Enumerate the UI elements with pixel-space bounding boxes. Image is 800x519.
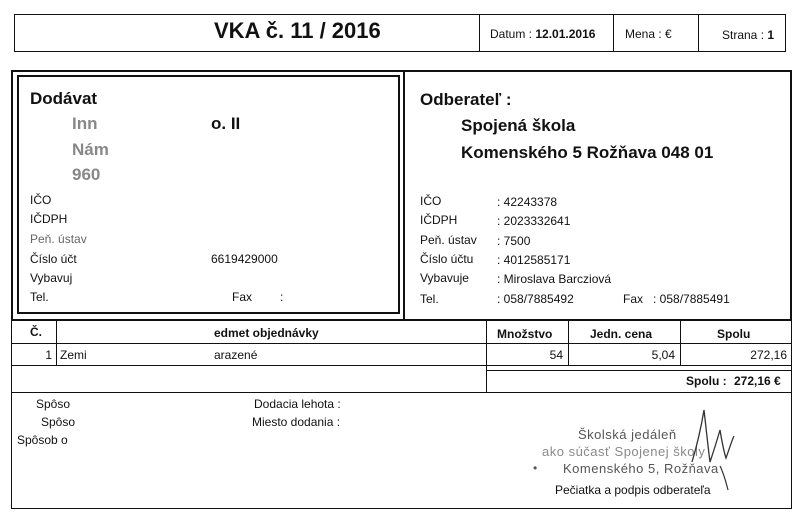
items-sum-rule [486,370,792,371]
date-label-text: Datum : [490,27,533,41]
customer-bank-label: Peň. ústav [420,233,477,247]
col-header-no: Č. [30,325,42,339]
supplier-fax-label: Fax [232,290,253,304]
row1-subject-start: Zemi [60,348,87,362]
footer-label-2: Spôso [41,415,76,429]
supplier-box [17,75,400,314]
supplier-account-label: Číslo účt [30,252,77,266]
row1-subject-end: arazené [214,348,258,362]
customer-name: Spojená škola [461,116,576,135]
delivery-deadline-label: Dodacia lehota : [254,397,341,411]
order-title: VKA č. 11 / 2016 [214,18,381,43]
row1-no: 1 [45,348,52,362]
supplier-handled-label: Vybavuj [30,271,73,285]
items-row-rule [11,365,792,366]
currency-label: Mena : [625,27,662,41]
supplier-bank-label: Peň. ústav [30,232,87,246]
stamp-line-3: Komenského 5, Rožňava [563,461,719,476]
stamp-line-1: Školská jedáleň [578,427,677,442]
col-header-unit-price: Jedn. cena [590,327,653,341]
date-value: 12.01.2016 [535,27,596,41]
customer-fax-label: Fax [623,292,644,306]
supplier-tel-label: Tel. [30,290,49,304]
customer-icdph-label: IČDPH [420,213,458,227]
col-header-qty: Množstvo [497,327,553,341]
customer-heading: Odberateľ : [420,90,512,109]
customer-tel-value: : 058/7885492 [497,292,574,306]
customer-account-label: Číslo účtu [420,252,474,266]
currency-field [625,27,672,41]
row1-total: 272,16 [750,348,787,362]
delivery-place-label: Miesto dodania : [252,415,341,429]
currency-value: € [665,27,672,41]
date-label [490,27,595,41]
customer-account-value: : 4012585171 [497,253,571,267]
supplier-account-value: 6619429000 [211,252,278,266]
page-field [722,28,774,42]
customer-handled-value: : Miroslava Barcziová [497,272,612,286]
customer-ico-value: : 42243378 [497,195,558,209]
sum-value: 272,16 € [734,374,781,388]
col-divider-no [56,320,57,365]
page-value: 1 [767,28,775,42]
col-header-subject: edmet objednávky [214,326,319,340]
page-label: Strana : [722,28,765,42]
customer-fax-value: : 058/7885491 [653,292,730,306]
items-header-rule [11,343,792,344]
supplier-name-tail: o. II [211,114,241,133]
customer-handled-label: Vybavuje [420,271,469,285]
customer-tel-label: Tel. [420,292,439,306]
customer-address: Komenského 5 Rožňava 048 01 [461,143,714,162]
signature-scribble [680,402,750,492]
row1-unit-price: 5,04 [651,348,675,362]
footer-label-3: Spôsob o [17,433,68,447]
supplier-heading: Dodávat [30,89,98,108]
footer-label-1: Spôso [36,397,71,411]
supplier-name-fragment: Inn [72,114,98,133]
supplier-fax-value: : [280,290,284,304]
stamp-line-2: ako súčasť Spojenej školy [542,444,706,459]
supplier-icdph-label: IČDPH [30,212,68,226]
sum-label: Spolu : [686,374,727,388]
customer-bank-value: : 7500 [497,234,531,248]
signature-caption: Pečiatka a podpis odberateľa [555,483,711,497]
customer-icdph-value: : 2023332641 [497,214,571,228]
customer-ico-label: IČO [420,194,442,208]
parties-divider [403,70,405,321]
supplier-city-fragment: 960 [72,165,101,184]
supplier-ico-label: IČO [30,193,52,207]
col-header-total: Spolu [717,327,751,341]
stamp-bullet: • [533,461,538,475]
row1-qty: 54 [549,348,563,362]
supplier-street-fragment: Nám [72,140,109,159]
